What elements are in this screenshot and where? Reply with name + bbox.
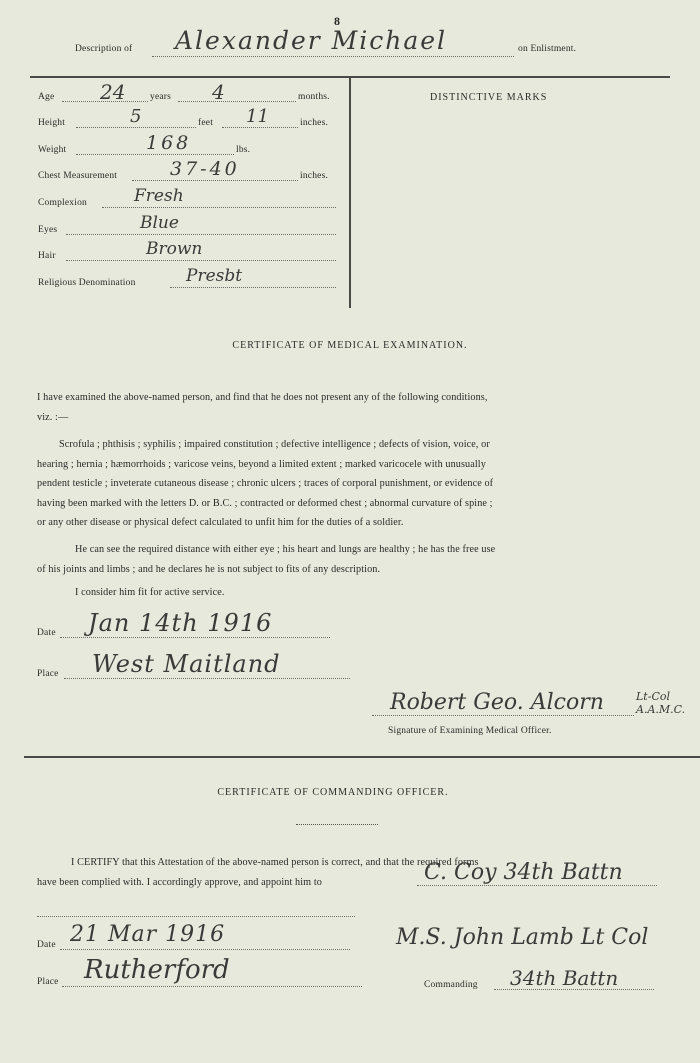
commanding-date-value: 21 Mar 1916 (70, 922, 226, 947)
height-inches-dots (222, 127, 298, 128)
height-feet-dots (76, 127, 196, 128)
feet-label: feet (198, 118, 214, 128)
age-months-value: 4 (212, 80, 225, 104)
commanding-place-label: Place (37, 977, 59, 987)
weight-label: Weight (38, 145, 67, 155)
medical-intro (37, 388, 637, 427)
medical-date-value: Jan 14th 1916 (88, 609, 273, 637)
religion-label: Religious Denomination (38, 278, 136, 288)
commanding-value: 34th Battn (510, 966, 619, 990)
condition-line: having been marked with the letters D. or B.C. ; contracted or deformed chest ; abnormal curvature of spine ; (37, 497, 493, 509)
eyes-dots (66, 234, 336, 235)
sight-line-2: of his joints and limbs ; and he declares he is not subject to fits of any description. (37, 563, 381, 575)
condition-line: hearing ; hernia ; hæmorrhoids ; varicose veins, beyond a limited extent ; marked varicocele with unusually (37, 458, 486, 470)
age-years-value: 24 (100, 80, 126, 104)
medical-signature: Robert Geo. Alcorn (390, 690, 604, 715)
commanding-date-dots (60, 949, 350, 950)
complexion-dots (102, 207, 336, 208)
eyes-value: Blue (140, 213, 179, 233)
religion-dots (170, 287, 336, 288)
medical-place-label: Place (37, 669, 59, 679)
chest-value: 37-40 (170, 158, 240, 180)
complexion-label: Complexion (38, 198, 87, 208)
condition-line: pendent testicle ; inveterate cutaneous disease ; chronic ulcers ; traces of corporal punishment, or evidence of (37, 478, 494, 489)
medical-signature-rank: Lt-Col A.A.M.C. (636, 690, 686, 716)
medical-signature-caption: Signature of Examining Medical Officer. (388, 726, 552, 736)
commanding-heading: CERTIFICATE OF COMMANDING OFFICER. (217, 787, 449, 798)
medical-date-label: Date (37, 628, 56, 638)
eyes-label: Eyes (38, 225, 58, 235)
medical-heading: CERTIFICATE OF MEDICAL EXAMINATION. (232, 340, 468, 351)
condition-line: Scrofula ; phthisis ; syphilis ; impaired constitution ; defective intelligence ; defects of vision, voice, or (59, 439, 490, 450)
chest-dots (132, 180, 298, 181)
commanding-date-label: Date (37, 940, 56, 950)
condition-line: or any other disease or physical defect calculated to unfit him for the duties of a soldier. (37, 517, 404, 528)
hair-value: Brown (146, 239, 203, 259)
inches-label: inches. (300, 118, 329, 128)
medical-sight (37, 540, 637, 579)
appointment-dots (417, 885, 657, 886)
medical-place-dots (64, 678, 350, 679)
years-label: years (150, 92, 172, 102)
commanding-place-value: Rutherford (84, 955, 230, 985)
hair-label: Hair (38, 251, 56, 261)
height-label: Height (38, 118, 66, 128)
commanding-signature: M.S. John Lamb Lt Col (396, 925, 649, 950)
medical-intro-line-1: I have examined the above-named person, and find that he does not present any of the following conditions, (37, 392, 488, 403)
commanding-label: Commanding (424, 980, 478, 990)
weight-value: 168 (146, 132, 192, 154)
appointment-value: C. Coy 34th Battn (424, 860, 623, 885)
chest-inches-label: inches. (300, 171, 329, 181)
height-feet-value: 5 (130, 106, 142, 127)
commanding-place-dots (62, 986, 362, 987)
chest-label: Chest Measurement (38, 171, 118, 181)
height-inches-value: 11 (246, 106, 269, 127)
medical-conditions (37, 435, 637, 533)
religion-value: Presbt (186, 266, 243, 286)
section-divider (24, 756, 700, 758)
blank-dotted-line (37, 916, 355, 917)
medical-date-dots (60, 637, 330, 638)
certify-line-2: have been complied with. I accordingly approve, and appoint him to (37, 876, 322, 888)
age-label: Age (38, 92, 55, 102)
medical-signature-dots (372, 715, 634, 716)
lbs-label: lbs. (236, 145, 251, 155)
description-suffix: on Enlistment. (518, 44, 577, 54)
description-prefix: Description of (75, 44, 133, 54)
medical-place-value: West Maitland (92, 650, 281, 678)
medical-intro-line-2: viz. :— (37, 411, 69, 423)
sight-line-1: He can see the required distance with either eye ; his heart and lungs are healthy ; he has the free use (75, 544, 496, 555)
months-label: months. (298, 92, 330, 102)
description-name: Alexander Michael (175, 26, 448, 55)
page-number: 8 (334, 14, 340, 28)
weight-dots (76, 154, 234, 155)
certify-line-1: I CERTIFY that this Attestation of the above-named person is correct, and that the required forms (71, 857, 479, 868)
distinctive-marks-heading: DISTINCTIVE MARKS (430, 92, 548, 103)
hair-dots (66, 260, 336, 261)
fit-line: I consider him fit for active service. (75, 587, 225, 598)
box-divider (349, 76, 351, 308)
age-months-dots (178, 101, 296, 102)
complexion-value: Fresh (134, 186, 184, 206)
commanding-heading-dots (296, 824, 378, 825)
